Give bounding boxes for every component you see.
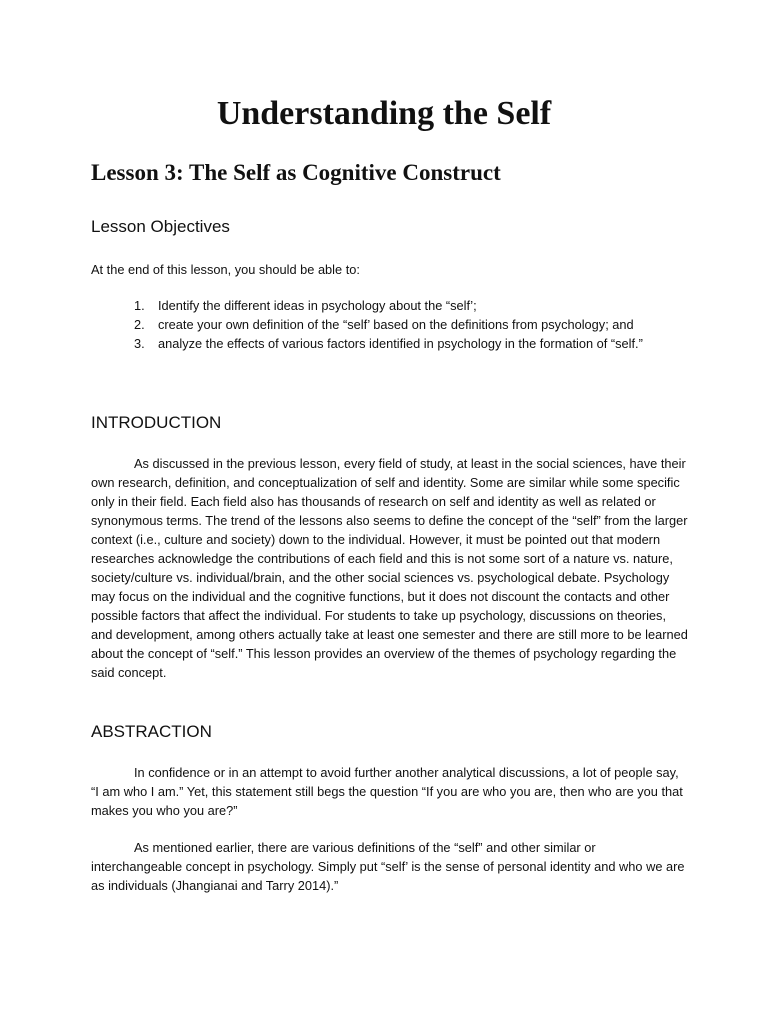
abstraction-paragraph: In confidence or in an attempt to avoid further another analytical discussions, a lot of people say, “I am who I am.” Yet, this statement still begs the question “If you are who you are, then who are you that makes you who you are?” — [91, 765, 683, 818]
lesson-title: Lesson 3: The Self as Cognitive Construct — [91, 160, 501, 185]
objective-text: Identify the different ideas in psychology about the “self’; — [158, 298, 477, 313]
introduction-heading: INTRODUCTION — [91, 413, 222, 432]
document-title: Understanding the Self — [216, 95, 552, 132]
abstraction-heading: ABSTRACTION — [91, 722, 212, 741]
objective-number: 1. — [134, 298, 145, 313]
objective-item — [91, 315, 691, 334]
objective-number: 2. — [134, 317, 145, 332]
objective-number: 3. — [134, 336, 145, 351]
objective-text: analyze the effects of various factors identified in psychology in the formation of “self.” — [158, 336, 643, 351]
objectives-intro: At the end of this lesson, you should be able to: — [91, 262, 360, 277]
objective-item — [91, 296, 691, 315]
objectives-heading: Lesson Objectives — [91, 217, 230, 236]
objectives-list — [91, 296, 691, 353]
objective-item — [91, 334, 691, 353]
introduction-paragraph: As discussed in the previous lesson, every field of study, at least in the social sciences, have their own research, definition, and conceptualization of self and identity. Some are similar while some specific only in their field. Each field also has thousands of research on self and identity as well as related or synonymous terms. The trend of the lessons also seems to define the concept of the “self” from the larger context (i.e., culture and society) down to the individual. However, it must be pointed out that modern researches acknowledge the contributions of each field and this is not some sort of a nature vs. nature, society/culture vs. individual/brain, and the other social sciences vs. psychological debate. Psychology may focus on the individual and the cognitive functions, but it does not discount the contacts and other possible factors that affect the individual. For students to take up psychology, discussions on theories, and development, among others actually take at least one semester and there are still more to be learned about the concept of “self.” This lesson provides an overview of the themes of psychology regarding the said concept. — [91, 456, 688, 680]
abstraction-paragraph: As mentioned earlier, there are various definitions of the “self” and other similar or interchangeable concept in psychology. Simply put “self’ is the sense of personal identity and who we are as individuals (Jhangianai and Tarry 2014).” — [91, 840, 685, 893]
objective-text: create your own definition of the “self’ based on the definitions from psychology; and — [158, 317, 634, 332]
